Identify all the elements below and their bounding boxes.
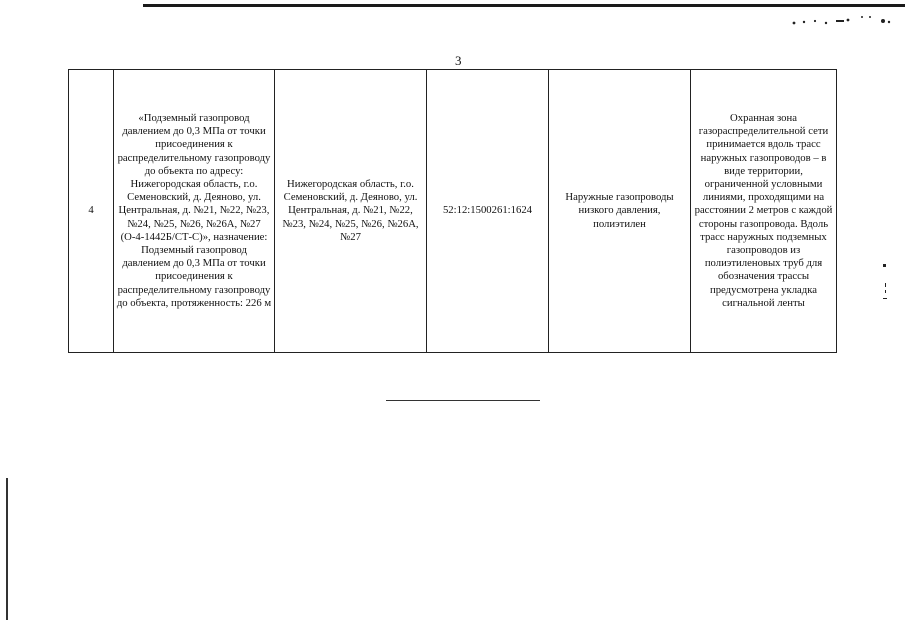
object-description-cell: «Подземный газопровод давлением до 0,3 МПа от точки присоединения к распределительному газопроводу до объекта по адресу: Нижегородская область, г.о. Семеновский, д. Деяново, ул. Центральная, д. №21, №22, №23, №24, №25, №26, №26А, №27 (О-4-1442Б/СТ-С)», назначение: Подземный газопровод давлением до 0,3 МПа от точки присоединения к распределительному газопроводу до объекта, протяженность: 226 м bbox=[114, 70, 275, 353]
protection-zone-cell: Охранная зона газораспределительной сети принимается вдоль трасс наружных газопроводов – в виде территории, ограниченной условными линиями, проходящими на расстоянии 2 метров с каждой стороны газопровода. Вдоль трасс наружных подземных газопроводов из полиэтиленовых труб для обозначения трассы предусмотрена укладка сигнальной ленты bbox=[691, 70, 837, 353]
scan-right-edge-marks bbox=[881, 262, 891, 312]
table-row bbox=[69, 70, 837, 353]
row-index: 4 bbox=[69, 70, 114, 353]
pipeline-type-cell: Наружные газопроводы низкого давления, полиэтилен bbox=[549, 70, 691, 353]
scan-top-border bbox=[143, 4, 905, 7]
end-separator-line bbox=[386, 400, 540, 401]
address-cell: Нижегородская область, г.о. Семеновский, д. Деяново, ул. Центральная, д. №21, №22, №23, №24, №25, №26, №26А, №27 bbox=[275, 70, 427, 353]
protection-zone-table bbox=[68, 69, 837, 353]
scan-noise-marks bbox=[790, 14, 900, 28]
cadastral-number-cell: 52:12:1500261:1624 bbox=[427, 70, 549, 353]
scan-left-edge-mark bbox=[6, 478, 8, 620]
page-number: 3 bbox=[455, 53, 462, 68]
